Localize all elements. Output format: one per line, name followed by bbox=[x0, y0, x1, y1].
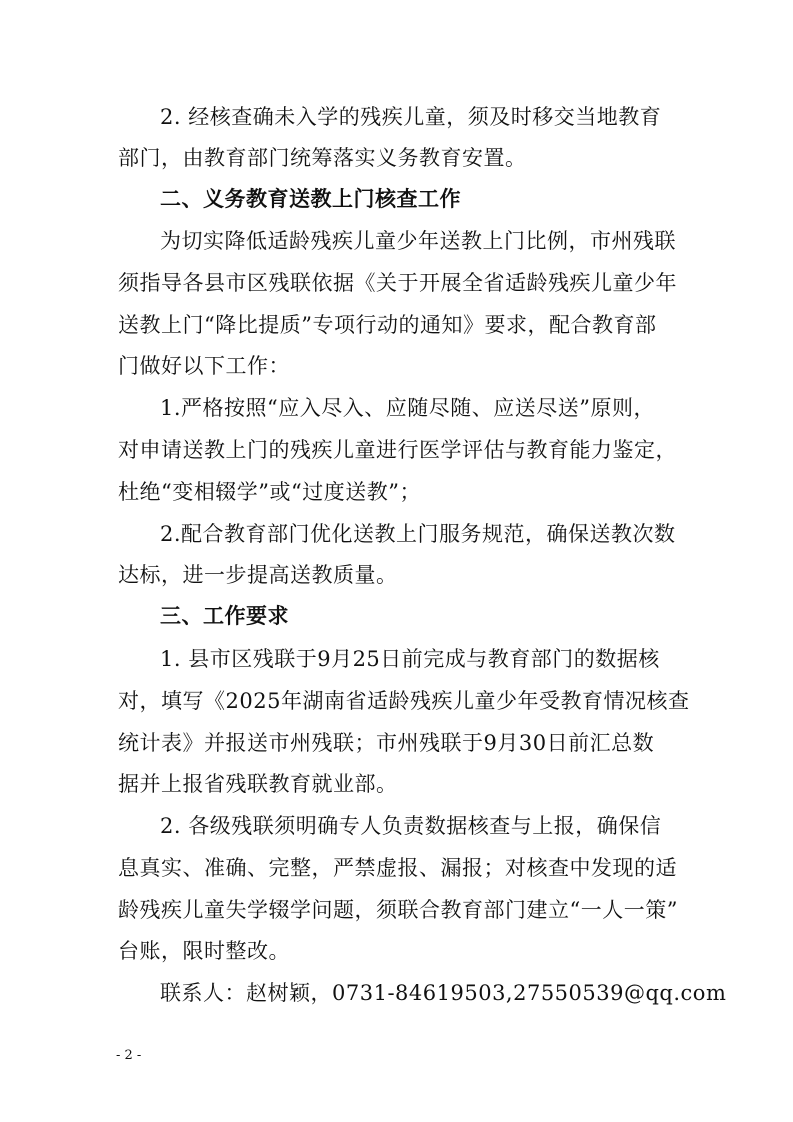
paragraph-line: 1.严格按照“应入尽入、应随尽随、应送尽送”原则， bbox=[160, 396, 656, 420]
paragraph-line: 达标，进一步提高送教质量。 bbox=[118, 563, 398, 587]
page-number: - 2 - bbox=[116, 1048, 142, 1063]
contact-line: 联系人：赵树颖，0731-84619503,27550539@qq.com bbox=[160, 981, 727, 1005]
paragraph-line: 杜绝“变相辍学”或“过度送教”； bbox=[118, 480, 421, 504]
paragraph-line: 部门，由教育部门统筹落实义务教育安置。 bbox=[118, 146, 527, 170]
paragraph-line: 2.配合教育部门优化送教上门服务规范，确保送教次数 bbox=[160, 522, 676, 546]
paragraph-line: 2. 经核查确未入学的残疾儿童，须及时移交当地教育 bbox=[160, 105, 662, 129]
paragraph-line: 门做好以下工作： bbox=[118, 354, 290, 378]
section-heading: 三、工作要求 bbox=[160, 604, 289, 628]
paragraph-line: 须指导各县市区残联依据《关于开展全省适龄残疾儿童少年 bbox=[118, 271, 677, 295]
paragraph-line: 送教上门“降比提质”专项行动的通知》要求，配合教育部 bbox=[118, 313, 657, 337]
paragraph-line: 龄残疾儿童失学辍学问题，须联合教育部门建立“一人一策” bbox=[118, 898, 678, 922]
paragraph-line: 1. 县市区残联于9月25日前完成与教育部门的数据核 bbox=[160, 647, 660, 671]
paragraph-line: 统计表》并报送市州残联；市州残联于9月30日前汇总数 bbox=[118, 731, 655, 755]
paragraph-line: 据并上报省残联教育就业部。 bbox=[118, 772, 398, 796]
paragraph-line: 对，填写《2025年湖南省适龄残疾儿童少年受教育情况核查 bbox=[118, 689, 690, 713]
paragraph-line: 2. 各级残联须明确专人负责数据核查与上报，确保信 bbox=[160, 814, 662, 838]
section-heading: 二、义务教育送教上门核查工作 bbox=[160, 187, 461, 211]
paragraph-line: 为切实降低适龄残疾儿童少年送教上门比例，市州残联 bbox=[160, 229, 676, 253]
paragraph-line: 台账，限时整改。 bbox=[118, 939, 290, 963]
paragraph-line: 对申请送教上门的残疾儿童进行医学评估与教育能力鉴定， bbox=[118, 438, 677, 462]
paragraph-line: 息真实、准确、完整，严禁虚报、漏报；对核查中发现的适 bbox=[118, 856, 677, 880]
